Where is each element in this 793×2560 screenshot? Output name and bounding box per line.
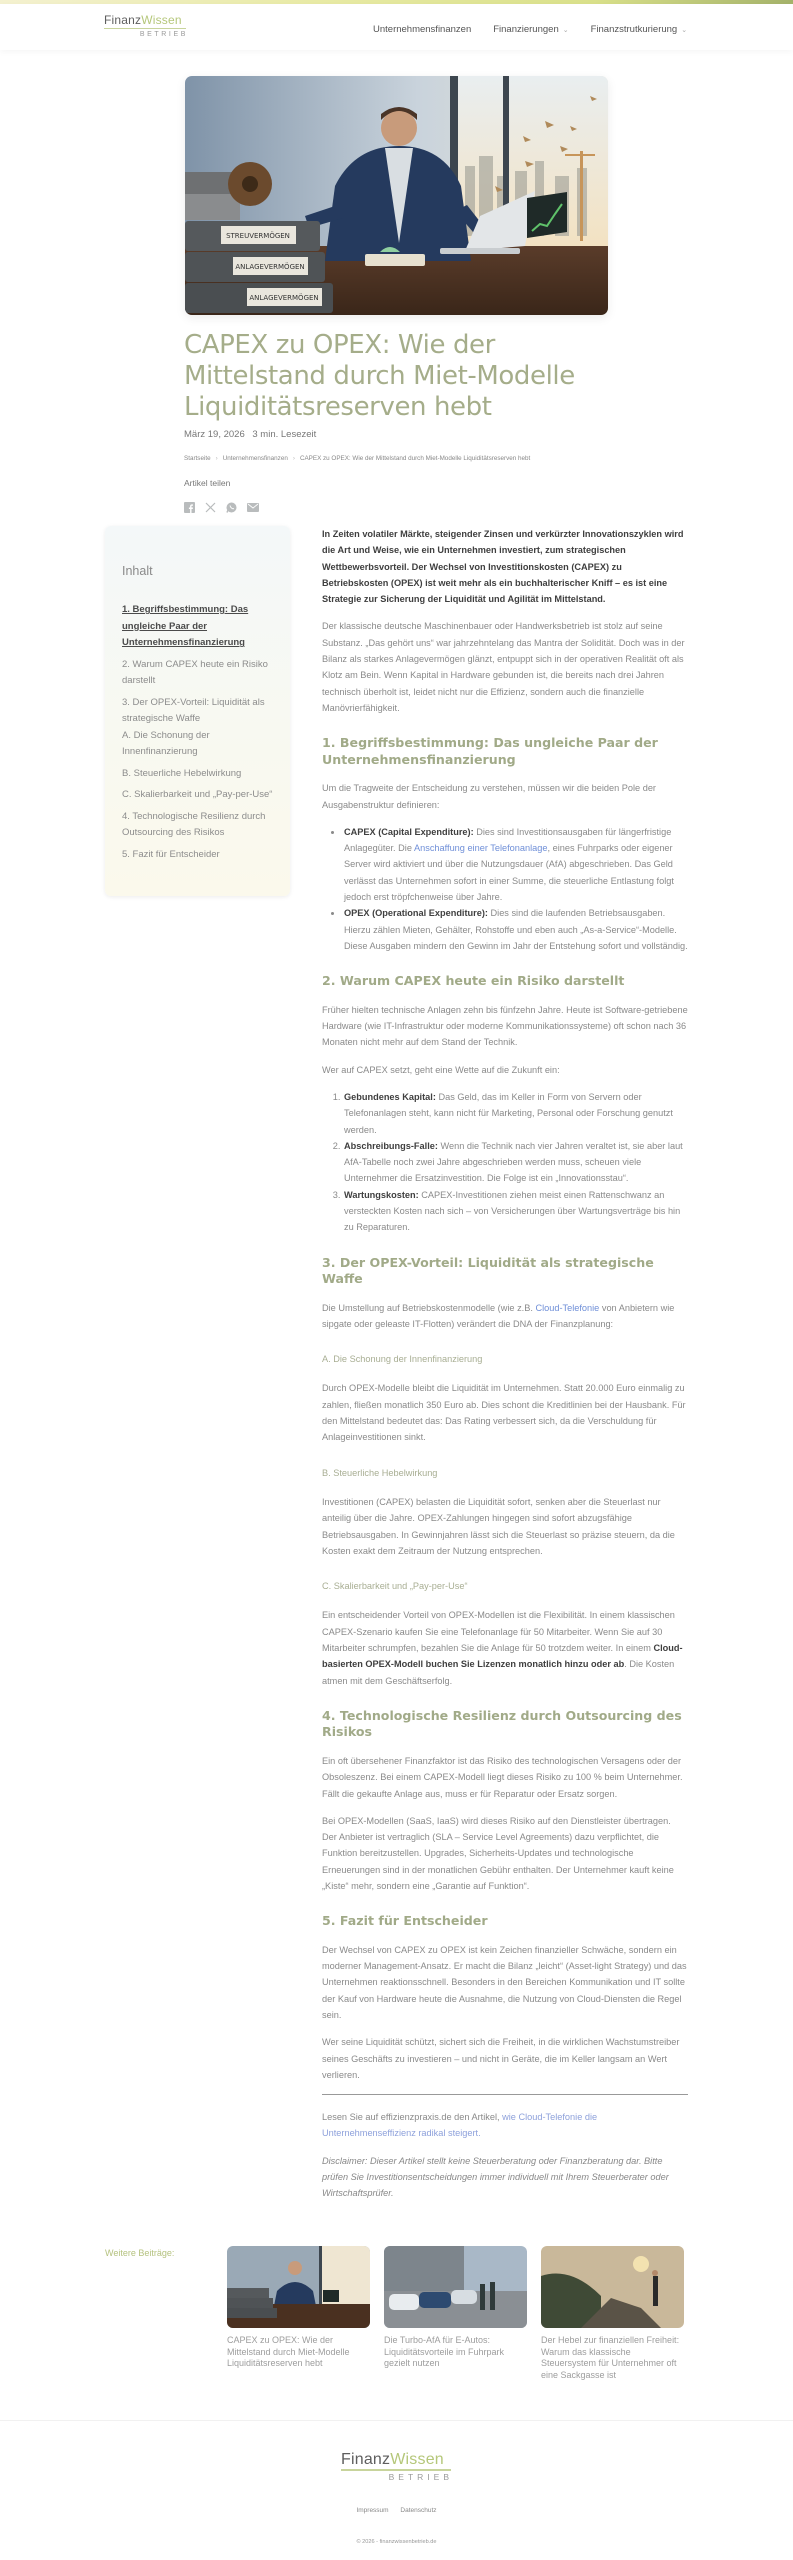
- logo-subtitle: BETRIEB: [139, 31, 188, 38]
- toc-item-1[interactable]: 1. Begriffsbestimmung: Das ungleiche Paar der Unternehmensfinanzierung: [122, 604, 249, 648]
- related-card-title: Der Hebel zur finanziellen Freiheit: Warum das klassische Steuersystem für Unternehmer oft eine Sackgasse ist: [541, 2335, 680, 2380]
- logo-underline: [104, 28, 186, 29]
- text: von Anbietern wie sipgate oder geleaste IT-Flotten) verändert die DNA der Finanzplanung:: [322, 1302, 675, 1329]
- list-term: Abschreibungs-Falle:: [344, 1140, 438, 1151]
- section-heading-1: 1. Begriffsbestimmung: Das ungleiche Paar der Unternehmensfinanzierung: [322, 735, 658, 767]
- logo-text-finanz: Finanz: [341, 2451, 391, 2468]
- list-text: Das Geld, das im Keller in Form von Servern oder Telefonanlagen steht, kann nicht für Marketing, Personal oder Forschung genutzt werden.: [344, 1091, 673, 1135]
- list-term: Wartungskosten:: [344, 1189, 419, 1200]
- text: Ein entscheidender Vorteil von OPEX-Modellen ist die Flexibilität. In einem klassischen CAPEX-Szenario kaufen Sie eine Telefonanlage für 50 Mitarbeiter. Wenn Sie auf 30 Mitarbeiter schrumpfen, bezahlen Sie die Anlage für 50 trotzdem weiter. In einem: [322, 1610, 675, 1654]
- list-text: , eines Fuhrparks oder eigener Server wird aktiviert und über die Nutzungsdauer (AfA) abgeschrieben. Das Geld verlässt das Unternehmen sofort in einer Summe, die steuerliche Entlastung folgt jedoch erst tröpfchenweise über Jahre.: [344, 843, 674, 903]
- toc-title: Inhalt: [122, 564, 153, 578]
- copyright: © 2026 - finanzwissenbetrieb.de: [356, 2539, 437, 2545]
- article-intro: Der klassische deutsche Maschinenbauer oder Handwerksbetrieb ist stolz auf seine Substanz. „Das gehört uns“ war jahrzehntelang das Mantra der Solidität. Doch was in der Bilanz als starkes Anlagevermögen glänzt, entpuppt sich in der operativen Realität oft als Klotz am Bein. Wenn Kapital in Hardware gebunden ist, die bereits nach drei Jahren technisch überholt ist, leidet nicht nur die Effizienz, sondern auch die finanzielle Manövrierfähigkeit.: [322, 621, 685, 713]
- toc-item-3b[interactable]: B. Steuerliche Hebelwirkung: [122, 767, 242, 779]
- nav-label: Unternehmensfinanzen: [373, 24, 472, 35]
- site-logo[interactable]: [104, 14, 188, 42]
- article-meta: [184, 429, 316, 440]
- related-card-1[interactable]: [227, 2246, 370, 2381]
- svg-text:STREUVERMÖGEN: STREUVERMÖGEN: [226, 232, 290, 240]
- email-icon[interactable]: [247, 503, 259, 512]
- related-posts-label: Weitere Beiträge:: [105, 2248, 175, 2258]
- definition-list: [343, 824, 688, 954]
- paragraph: Durch OPEX-Modelle bleibt die Liquidität im Unternehmen. Statt 20.000 Euro einmalig zu zahlen, fließen monatlich 350 Euro ab. Dies schont die Kreditlinien bei der Hausbank. Für den Mittelstand bedeutet das: Das Rating verbessert sich, da die Verschuldung für Anlageinvestitionen sinkt.: [322, 1383, 686, 1443]
- link-cloud-telefonie[interactable]: Cloud-Telefonie: [535, 1302, 600, 1313]
- related-card-2[interactable]: [384, 2246, 527, 2381]
- breadcrumb-category[interactable]: Unternehmensfinanzen: [222, 455, 288, 462]
- related-card-image: [227, 2246, 370, 2328]
- paragraph: Wer seine Liquidität schützt, sichert sich die Freiheit, in die wirklichen Wachstumstreiber seines Geschäfts zu investieren – und nicht in Geräte, die im Keller langsam an Wert verlieren.: [322, 2037, 680, 2080]
- toc-item-3c[interactable]: C. Skalierbarkeit und „Pay-per-Use“: [122, 789, 273, 800]
- site-header: [0, 4, 793, 50]
- list-item: [343, 824, 688, 905]
- reading-time: 3 min. Lesezeit: [252, 429, 317, 440]
- paragraph: [322, 1607, 688, 1688]
- term-capex: CAPEX (Capital Expenditure):: [344, 826, 474, 837]
- nav-label: Finanzierungen: [493, 24, 559, 35]
- share-buttons: [184, 502, 259, 513]
- toc-list: [122, 602, 273, 863]
- breadcrumb-current: CAPEX zu OPEX: Wie der Mittelstand durch Miet-Modelle Liquiditätsreserven hebt: [299, 455, 531, 462]
- article-body: [322, 526, 688, 2213]
- disclaimer: Disclaimer: Dieser Artikel stellt keine Steuerberatung oder Finanzberatung dar. Bitte prüfen Sie Investitionsentscheidungen immer individuell mit Ihrem Steuerberater oder Wirtschaftsprüfer.: [322, 2155, 669, 2199]
- logo-text-wissen: Wissen: [141, 13, 182, 27]
- text: Die Umstellung auf Betriebskostenmodelle (wie z.B.: [322, 1302, 536, 1313]
- section-heading-2: 2. Warum CAPEX heute ein Risiko darstellt: [322, 973, 625, 989]
- risk-list: [343, 1089, 688, 1236]
- breadcrumb: [184, 455, 530, 462]
- related-card-3[interactable]: [541, 2246, 684, 2381]
- footer-link-datenschutz[interactable]: Datenschutz: [400, 2507, 437, 2514]
- list-item: [343, 1138, 688, 1187]
- subheading-3a: A. Die Schonung der Innenfinanzierung: [322, 1354, 483, 1365]
- footer-logo[interactable]: [341, 2451, 453, 2483]
- paragraph: Wer auf CAPEX setzt, geht eine Wette auf die Zukunft ein:: [322, 1064, 560, 1075]
- list-text: Dies sind die laufenden Betriebsausgaben. Hierzu zählen Mieten, Gehälter, Rohstoffe und eben auch „As-a-Service“-Modelle. Diese Ausgaben mindern den Gewinn im Jahr der Entstehung sofort und vollständig.: [344, 908, 688, 951]
- subheading-3c: C. Skalierbarkeit und „Pay-per-Use“: [322, 1581, 468, 1592]
- nav-label: Finanzstrutkurierung: [590, 24, 678, 35]
- footer-link-impressum[interactable]: Impressum: [356, 2507, 389, 2514]
- related-posts: [227, 2246, 684, 2381]
- section-heading-5: 5. Fazit für Entscheider: [322, 1913, 488, 1929]
- main-nav: [373, 24, 687, 35]
- svg-text:ANLAGEVERMÖGEN: ANLAGEVERMÖGEN: [249, 294, 319, 302]
- divider: [322, 2094, 688, 2095]
- related-card-image: [541, 2246, 684, 2328]
- publish-date: März 19, 2026: [184, 429, 245, 440]
- related-card-image: [384, 2246, 527, 2328]
- breadcrumb-separator: ›: [292, 455, 295, 462]
- chevron-down-icon: ⌄: [562, 26, 569, 34]
- paragraph: Investitionen (CAPEX) belasten die Liquidität sofort, senken aber die Steuerlast nur anteilig über die Jahre. OPEX-Zahlungen hingegen sind sofort abzugsfähige Betriebsausgaben. In Gewinnjahren lässt sich die Steuerlast so präzise steuern, da die Kosten exakt dem Zeitraum der Nutzung entsprechen.: [322, 1496, 675, 1556]
- logo-underline: [341, 2469, 451, 2471]
- businessman-office-illustration: [185, 76, 608, 315]
- logo-text-wissen: Wissen: [390, 2451, 444, 2468]
- paragraph: [322, 1300, 688, 1333]
- paragraph: Der Wechsel von CAPEX zu OPEX ist kein Zeichen finanzieller Schwäche, sondern ein moderner Management-Ansatz. Er macht die Bilanz „leicht“ (Asset-light Strategy) und das Unternehmen reaktionsschnell. Besonders in den Bereichen Kommunikation und IT sollte der Kauf von Hardware heute die Ausnahme, die Nutzung von Cloud-Diensten die Regel sein.: [322, 1944, 687, 2020]
- section-heading-3: 3. Der OPEX-Vorteil: Liquidität als strategische Waffe: [322, 1254, 654, 1287]
- text: Lesen Sie auf effizienzpraxis.de den Artikel,: [322, 2112, 503, 2123]
- link-read-more[interactable]: wie Cloud-Telefonie die Unternehmenseffizienz radikal steigert.: [322, 2112, 598, 2139]
- list-term: Gebundenes Kapital:: [344, 1091, 436, 1102]
- hero-image: [185, 76, 608, 315]
- breadcrumb-separator: ›: [215, 455, 218, 462]
- nav-item-finanzierungen[interactable]: [493, 24, 568, 35]
- subheading-3b: B. Steuerliche Hebelwirkung: [322, 1467, 438, 1478]
- logo-subtitle: BETRIEB: [388, 2471, 453, 2482]
- article-lead: In Zeiten volatiler Märkte, steigender Zinsen und verkürzter Innovationszyklen wird die Art und Weise, wie ein Unternehmen investiert, zum strategischen Wettbewerbsvorteil. Der Wechsel von Investitionskosten (CAPEX) zu Betriebskosten (OPEX) ist weit mehr als ein buchhalterischer Kniff – es ist eine Strategie zur Sicherung der Liquidität und Agilität im Mittelstand.: [322, 529, 684, 605]
- related-card-title: CAPEX zu OPEX: Wie der Mittelstand durch Miet-Modelle Liquiditätsreserven hebt: [227, 2335, 350, 2369]
- toc-item-4[interactable]: 4. Technologische Resilienz durch Outsourcing des Risikos: [122, 810, 266, 838]
- paragraph: Bei OPEX-Modellen (SaaS, IaaS) wird dieses Risiko auf den Dienstleister übertragen. Der Anbieter ist vertraglich (SLA – Service Level Agreements) dazu verpflichtet, die Funktion bereitzustellen. Upgrades, Sicherheits-Updates und technologische Erneuerungen sind in der monatlichen Gebühr enthalten. Der Unternehmer kauft keine „Kiste“ mehr, sondern eine „Garantie auf Funktion“.: [322, 1815, 674, 1892]
- breadcrumb-home[interactable]: Startseite: [184, 455, 211, 462]
- chevron-down-icon: ⌄: [681, 26, 688, 34]
- list-item: [343, 1089, 688, 1138]
- page-title: CAPEX zu OPEX: Wie der Mittelstand durch Miet-Modelle Liquiditätsreserven hebt: [184, 330, 575, 422]
- list-item: [343, 1187, 688, 1236]
- read-more: [322, 2109, 688, 2142]
- nav-item-finanzstrukturierung[interactable]: [591, 24, 687, 35]
- related-card-title: Die Turbo-AfA für E-Autos: Liquiditätsvorteile im Fuhrpark gezielt nutzen: [384, 2335, 505, 2369]
- section-heading-4: 4. Technologische Resilienz durch Outsourcing des Risikos: [322, 1707, 682, 1740]
- nav-item-unternehmensfinanzen[interactable]: [373, 24, 471, 35]
- list-item: [343, 905, 688, 954]
- toc-item-3[interactable]: 3. Der OPEX-Vorteil: Liquidität als strategische Waffe: [122, 696, 265, 724]
- list-text: CAPEX-Investitionen ziehen meist einen Rattenschwanz an versteckten Kosten nach sich – von Versicherungen über Wartungsverträge bis hin zu Reparaturen.: [344, 1189, 681, 1233]
- list-text: Wenn die Technik nach vier Jahren veraltet ist, sie aber laut AfA-Tabelle noch zwei Jahre abgeschrieben werden muss, scheuen viele Unternehmer die Ersatzinvestition. Die Folge ist ein „Innovationsstau“.: [344, 1140, 683, 1184]
- text: . Die Kosten atmen mit dem Geschäftserfolg.: [322, 1659, 675, 1686]
- paragraph: Ein oft übersehener Finanzfaktor ist das Risiko des technologischen Versagens oder der Obsoleszenz. Bei einem CAPEX-Modell liegt dieses Risiko zu 100 % beim Unternehmer. Fällt die gekaufte Anlage aus, muss er für Reparatur oder Ersatz sorgen.: [322, 1755, 683, 1799]
- whatsapp-icon[interactable]: [226, 502, 237, 513]
- term-opex: OPEX (Operational Expenditure):: [344, 908, 488, 919]
- site-footer: [0, 2420, 793, 2560]
- toc-item-2[interactable]: 2. Warum CAPEX heute ein Risiko darstellt: [122, 658, 268, 686]
- paragraph: Früher hielten technische Anlagen zehn bis fünfzehn Jahre. Heute ist Software-getriebene Hardware (wie IT-Infrastruktur oder moderne Kommunikationssysteme) oft schon nach 36 Monaten nicht mehr auf dem Stand der Technik.: [322, 1004, 688, 1048]
- share-label: Artikel teilen: [184, 478, 231, 488]
- footer-links: [0, 2507, 793, 2514]
- toc-item-3a[interactable]: A. Die Schonung der Innenfinanzierung: [122, 729, 210, 757]
- toc-item-5[interactable]: 5. Fazit für Entscheider: [122, 848, 220, 860]
- paragraph: Um die Tragweite der Entscheidung zu verstehen, müssen wir die beiden Pole der Ausgabenstruktur definieren:: [322, 783, 656, 810]
- table-of-contents: [105, 526, 290, 896]
- x-icon[interactable]: [205, 502, 216, 513]
- logo-text-finanz: Finanz: [104, 13, 142, 27]
- list-text: Dies sind Investitionsausgaben für längerfristige Anlagegüter. Die: [344, 826, 672, 854]
- link-telefonanlage[interactable]: Anschaffung einer Telefonanlage: [413, 843, 548, 854]
- facebook-icon[interactable]: [184, 502, 195, 513]
- emphasis: Cloud-basierten OPEX-Modell buchen Sie Lizenzen monatlich hinzu oder ab: [322, 1643, 683, 1670]
- svg-text:ANLAGEVERMÖGEN: ANLAGEVERMÖGEN: [235, 263, 305, 271]
